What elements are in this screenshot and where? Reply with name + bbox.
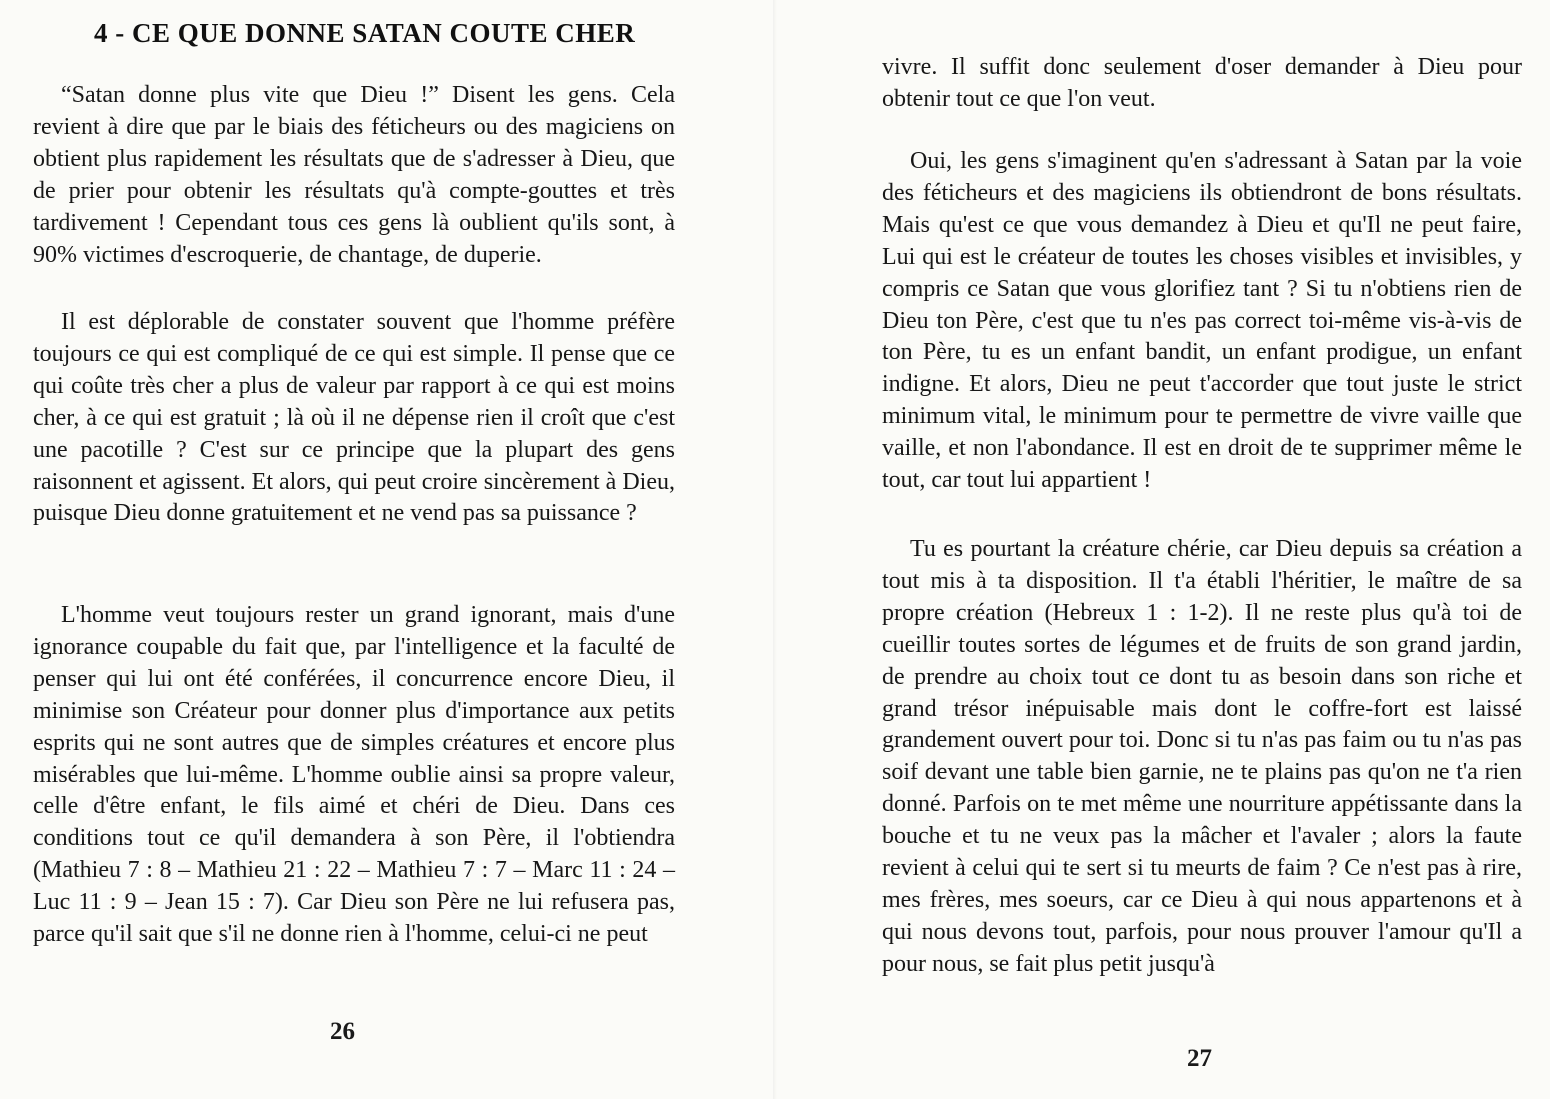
left-paragraph-2: Il est déplorable de constater souvent que l'homme préfère toujours ce qui est compliqué de ce qui est simple. Il pense que ce qui coûte très cher a plus de valeur par rapport à ce qui est moins cher, à ce qui est gratuit ; là où il ne dépense rien il croît que c'est une pacotille ? C'est sur ce principe que la plupart des gens raisonnent et agissent. Et alors, qui peut croire sincèrement à Dieu, puisque Dieu donne gratuitement et ne vend pas sa puissance ? <box>33 309 675 527</box>
right-page <box>775 0 1550 1099</box>
chapter-heading: 4 - CE QUE DONNE SATAN COUTE CHER <box>94 18 636 48</box>
page-number-left: 26 <box>330 1018 355 1045</box>
right-paragraph-2: Oui, les gens s'imaginent qu'en s'adressant à Satan par la voie des féticheurs et des magiciens ils obtiendront de bons résultats. Mais qu'est ce que vous demandez à Dieu et qu'Il ne peut faire, Lui qui est le créateur de toutes les choses visibles et invisibles, y compris ce Satan que vous glorifiez tant ? Si tu n'obtiens rien de Dieu ton Père, c'est que tu n'es pas correct toi-même vis-à-vis de ton Père, tu es un enfant bandit, un enfant prodigue, un enfant indigne. Et alors, Dieu ne peut t'accorder que tout juste le strict minimum vital, le minimum pour te permettre de vivre vaille que vaille, et non l'abondance. Il est en droit de te supprimer même le tout, car tout lui appartient ! <box>882 148 1522 494</box>
left-paragraph-3: L'homme veut toujours rester un grand ignorant, mais d'une ignorance coupable du fait que, par l'intelligence et la faculté de penser qui lui ont été conférées, il concurrence encore Dieu, il minimise son Créateur pour donner plus d'importance aux petits esprits qui ne sont autres que de simples créatures et encore plus misérables que lui-même. L'homme oublie ainsi sa propre valeur, celle d'être enfant, le fils aimé et chéri de Dieu. Dans ces conditions tout ce qu'il demandera à son Père, il l'obtiendra (Mathieu 7 : 8 – Mathieu 21 : 22 – Mathieu 7 : 7 – Marc 11 : 24 – Luc 11 : 9 – Jean 15 : 7). Car Dieu son Père ne lui refusera pas, parce qu'il sait que s'il ne donne rien à l'homme, celui-ci ne peut <box>33 602 675 948</box>
left-paragraph-1: “Satan donne plus vite que Dieu !” Disent les gens. Cela revient à dire que par le biais des féticheurs ou des magiciens on obtient plus rapidement les résultats que de s'adresser à Dieu, que de prier pour obtenir les résultats qu'à compte-gouttes et très tardivement ! Cependant tous ces gens là oublient qu'ils sont, à 90% victimes d'escroquerie, de chantage, de duperie. <box>33 82 675 268</box>
right-paragraph-3: Tu es pourtant la créature chérie, car Dieu depuis sa création a tout mis à ta disposition. Il t'a établi l'héritier, le maître de sa propre création (Hebreux 1 : 1-2). Il ne reste plus qu'à toi de cueillir toutes sortes de légumes et de fruits de son grand jardin, de prendre au choix tout ce dont tu as besoin dans son riche et grand trésor inépuisable mais dont le coffre-fort est laissé grandement ouvert pour toi. Donc si tu n'as pas faim ou tu n'as pas soif devant une table bien garnie, ne te plains pas qu'on ne t'a rien donné. Parfois on te met même une nourriture appétissante dans la bouche et tu ne veux pas la mâcher et l'avaler ; alors la faute revient à celui qui te sert si tu meurts de faim ? Ce n'est pas à rire, mes frères, mes soeurs, car ce Dieu à qui nous appartenons et à qui nous devons tout, parfois, pour nous prouver l'amour qu'Il a pour nous, se fait plus petit jusqu'à <box>882 536 1522 977</box>
page-number-right: 27 <box>1187 1045 1212 1072</box>
right-paragraph-1: vivre. Il suffit donc seulement d'oser demander à Dieu pour obtenir tout ce que l'on veut. <box>882 54 1522 112</box>
